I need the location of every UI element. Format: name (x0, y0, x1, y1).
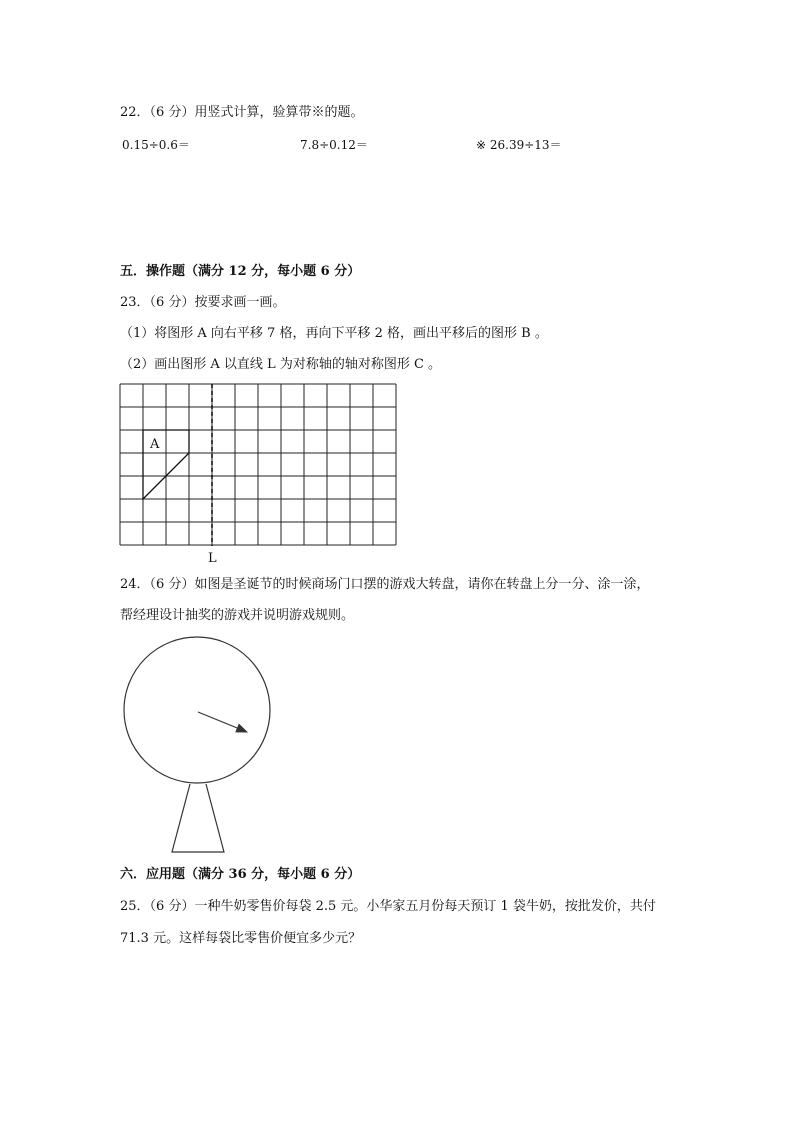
q22-calc-2: 7.8÷0.12＝ (300, 138, 368, 152)
q23-item-2: （2）画出图形 A 以直线 L 为对称轴的轴对称图形 C 。 (120, 357, 442, 372)
q23-title: 23．（6 分）按要求画一画。 (120, 295, 286, 310)
q23-item-1: （1）将图形 A 向右平移 7 格，再向下平移 2 格，画出平移后的图形 B 。 (120, 326, 548, 341)
axis-l-label: L (208, 551, 217, 566)
q25-line-2: 71.3 元。这样每袋比零售价便宜多少元？ (120, 931, 362, 946)
section-5-heading: 五．操作题（满分 12 分，每小题 6 分） (120, 264, 361, 279)
q22-calc-1: 0.15÷0.6＝ (122, 138, 190, 152)
spinner-wheel (124, 637, 270, 783)
q22-calc-3: ※ 26.39÷13＝ (476, 138, 562, 152)
spinner-pointer (198, 712, 247, 732)
section-6-heading: 六．应用题（满分 36 分，每小题 6 分） (120, 867, 361, 882)
q25-line-1: 25．（6 分）一种牛奶零售价每袋 2.5 元。小华家五月份每天预订 1 袋牛奶，按批发价，共付 (120, 899, 656, 914)
q22-title: 22．（6 分）用竖式计算，验算带※的题。 (120, 105, 364, 120)
q24-line-2: 帮经理设计抽奖的游戏并说明游戏规则。 (120, 608, 355, 623)
spinner-stand (172, 784, 224, 852)
q24-line-1: 24．（6 分）如图是圣诞节的时候商场门口摆的游戏大转盘，请你在转盘上分一分、涂一涂， (120, 577, 650, 592)
shape-a-label: A (150, 437, 160, 452)
